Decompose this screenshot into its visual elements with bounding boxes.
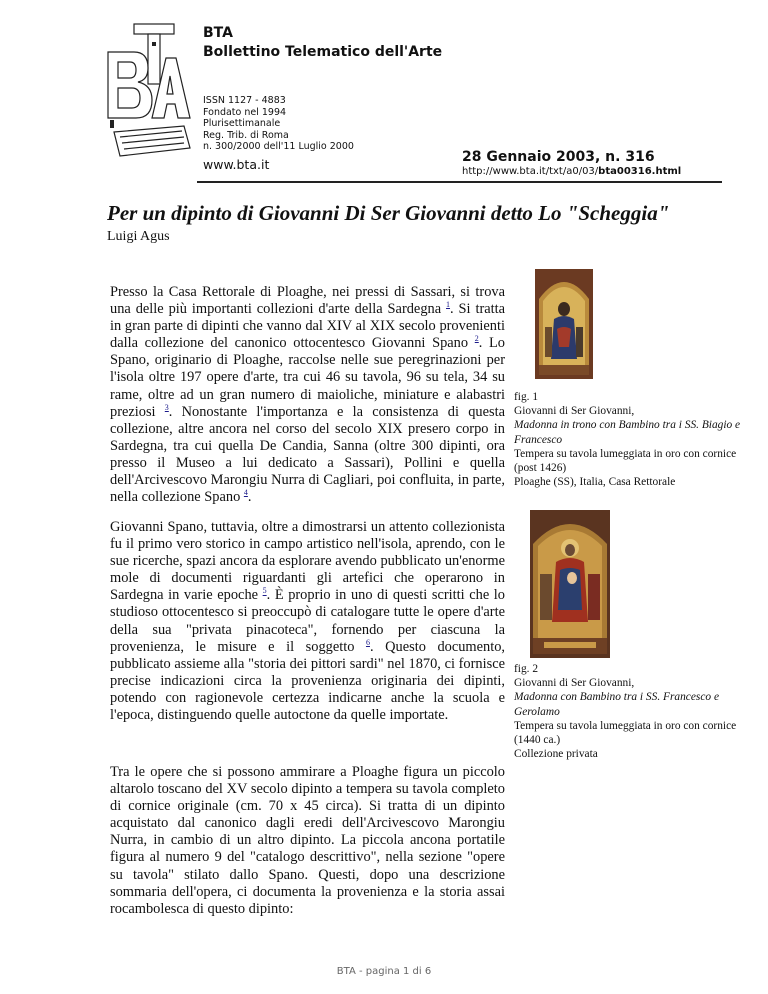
issue-url[interactable] xyxy=(462,166,681,177)
bta-logo xyxy=(104,22,192,162)
article-title: Per un dipinto di Giovanni Di Ser Giovanni detto Lo "Scheggia" xyxy=(107,201,670,225)
registry: Reg. Trib. di Roma xyxy=(203,129,289,141)
issn: ISSN 1127 - 4883 xyxy=(203,95,286,106)
figure-technique: Tempera su tavola lumeggiata in oro con cornice (post 1426) xyxy=(514,447,737,475)
url-prefix: http://www.bta.it/txt/a0/03/ xyxy=(462,166,599,177)
brand-name: BTA xyxy=(203,25,233,41)
page-footer: BTA - pagina 1 di 6 xyxy=(336,966,432,977)
footnote-link[interactable]: 1 xyxy=(446,300,451,310)
figure-2-caption xyxy=(514,662,754,761)
footnote-link[interactable]: 2 xyxy=(474,334,479,344)
frequency: Plurisettimanale xyxy=(203,118,281,130)
paragraph-1: Presso la Casa Rettorale di Ploaghe, nei pressi di Sassari, si trova una delle più importanti collezioni d'arte della Sardegna $^1$. Si tratta in gran parte di dipinti che vanno dal XIV al XIX secolo provenienti dalla collezione del canonico ottocentesco Giovanni Spano $^2$. Lo Spano, originario di Ploaghe, raccolse nelle sue peregrinazioni per l'isola oltre 197 opere d'arte, tra cui 46 su tavola, 96 su tela, 34 su rame, oltre ad un gran numero di maioliche, miniature e alabastri preziosi $^3$. Nonostante l'importanza e la consistenza di questa collezione, altre ancora nel corso del secolo XIX presero corpo in Sardegna, tra cui quella De Candia, Sanna (oltre 300 dipinti, ora presso il Museo a lui dedicato a Sassari), Pollini e quella dell'Arcivescovo Marongiu Nurra di Cagliari, poi confluita, in parte, nella collezione Spano $^4$. xyxy=(110,284,506,506)
footnote-link[interactable]: 3 xyxy=(164,402,169,412)
paragraph-3: Tra le opere che si possono ammirare a Ploaghe figura un piccolo altarolo toscano del XV secolo dipinto a tempera su tavola completo di cornice originale (cm. 70 x 45 circa). Si tratta di un dipinto acquistato dal canonico dagli eredi dell'Arcivescovo Marongiu Nurra, in cambio di un altro dipinto. La piccola ancona portatile figura al numero 9 del "catalogo descrittivo", nella sezione "opere su tavola" stilato dallo Spano. Questi, dopo una descrizione sommaria dell'opera, ci documenta la provenienza e la storia assai rocambolesca di questo dipinto: xyxy=(110,764,505,917)
footnote-link[interactable]: 5 xyxy=(262,586,267,596)
website-link[interactable]: www.bta.it xyxy=(203,157,270,172)
founded: Fondato nel 1994 xyxy=(203,106,287,118)
figure-title: Madonna in trono con Bambino tra i SS. Biagio e Francesco xyxy=(514,419,741,446)
brand-subtitle: Bollettino Telematico dell'Arte xyxy=(203,44,443,60)
figure-artist: Giovanni di Ser Giovanni, xyxy=(514,677,635,690)
paragraph-2: Giovanni Spano, tuttavia, oltre a dimostrarsi un attento collezionista fu il primo vero storico in campo artistico nell'isola, aprendo, con le sue ricerche, spazi ancora da esplorare avendo pubblicato un'enorme mole di documenti riguardanti gli artefici che operarono in Sardegna in varie epoche $^5$. È proprio in uno di questi scritti che lo studioso ottocentesco si preoccupò di catalogare tutte le opere d'arte della sua "privata pinacoteca", fornendo per ciascuna la provenienza, le misure e il soggetto $^6$. Questo documento, pubblicato assieme alla "storia dei pittori sardi" nel 1870, ci fornisce precise indicazioni circa la provenienza originaria dei dipinti, potendo con ragionevole certezza indicarne anche la scuola e l'epoca, distinguendo quelle autoctone da quelle importate. xyxy=(110,519,505,724)
header-divider xyxy=(197,181,722,183)
painting-image-fig2 xyxy=(530,510,610,658)
url-file: bta00316.html xyxy=(598,166,682,177)
figure-location: Ploaghe (SS), Italia, Casa Rettorale xyxy=(514,476,676,489)
footnote-link[interactable]: 6 xyxy=(365,637,370,647)
issue-date: 28 Gennaio 2003, n. 316 xyxy=(462,149,655,165)
figure-location: Collezione privata xyxy=(514,748,598,761)
figure-title: Madonna con Bambino tra i SS. Francesco e Gerolamo xyxy=(514,691,719,718)
figure-technique: Tempera su tavola lumeggiata in oro con cornice (1440 ca.) xyxy=(514,719,737,747)
registry-number: n. 300/2000 dell'11 Luglio 2000 xyxy=(203,141,354,153)
figure-label: fig. 1 xyxy=(514,391,539,403)
publication-info xyxy=(203,95,354,153)
painting-image-fig1 xyxy=(535,269,593,379)
footnote-link[interactable]: 4 xyxy=(243,488,248,498)
figure-label: fig. 2 xyxy=(514,663,539,675)
figure-artist: Giovanni di Ser Giovanni, xyxy=(514,405,635,418)
figure-1-caption xyxy=(514,390,754,489)
article-author: Luigi Agus xyxy=(107,229,170,244)
